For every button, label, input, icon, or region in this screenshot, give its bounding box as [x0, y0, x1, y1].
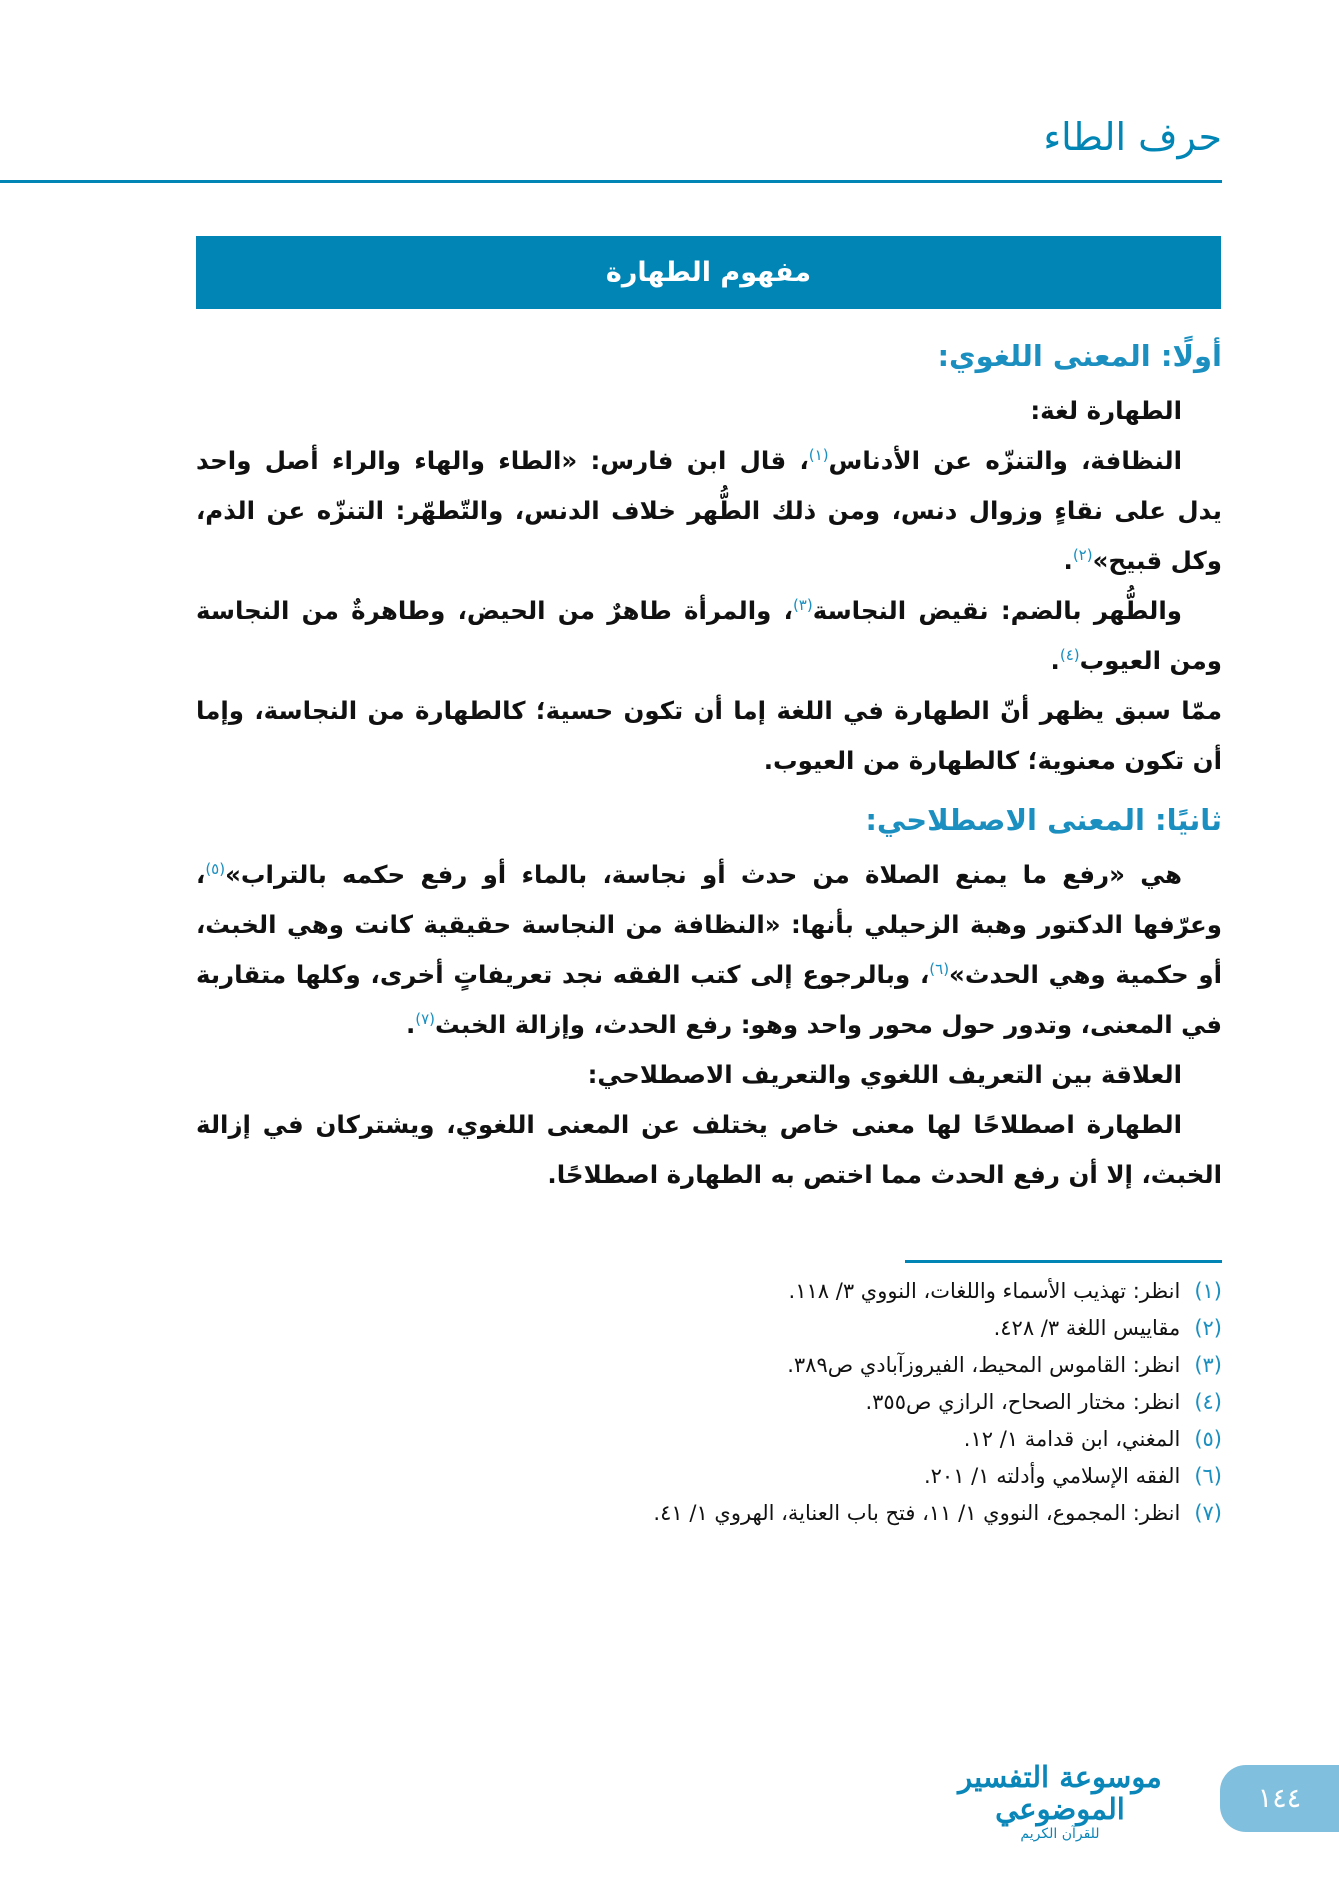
footnote-ref[interactable]: (٧) [415, 1009, 436, 1028]
footnote [196, 1347, 1222, 1384]
text: النظافة، والتنزّه عن الأدناس [828, 446, 1182, 475]
paragraph: الطهارة اصطلاحًا لها معنى خاص يختلف عن المعنى اللغوي، ويشتركان في إزالة الخبث، إلا أن رفع الحدث مما اختص به الطهارة اصطلاحًا. [196, 1110, 1222, 1189]
footnote [196, 1458, 1222, 1495]
text: ، وعرّفها الدكتور وهبة الزحيلي بأنها: «النظافة من النجاسة حقيقية كانت وهي الخبث، أو حكمية وهي الحدث» [196, 860, 1222, 989]
footnote-ref[interactable]: (١) [808, 445, 829, 464]
subheading-relation: العلاقة بين التعريف اللغوي والتعريف الاصطلاحي: [587, 1060, 1182, 1089]
footnote-text: الفقه الإسلامي وأدلته ١/ ٢٠١. [923, 1464, 1181, 1488]
footnote [196, 1310, 1222, 1347]
footnote [196, 1273, 1222, 1310]
encyclopedia-logo [935, 1762, 1185, 1842]
footnote-ref[interactable]: (٣) [792, 595, 813, 614]
footnote [196, 1421, 1222, 1458]
footnote-text: انظر: مختار الصحاح، الرازي ص٣٥٥. [865, 1390, 1181, 1414]
main-content [196, 332, 1222, 1532]
footnote [196, 1384, 1222, 1421]
paragraph: ممّا سبق يظهر أنّ الطهارة في اللغة إما أن تكون حسية؛ كالطهارة من النجاسة، وإما أن تكون معنوية؛ كالطهارة من العيوب. [196, 696, 1222, 775]
footnote-number: (٤) [1194, 1390, 1222, 1414]
footnote-ref[interactable]: (٥) [205, 859, 226, 878]
footnotes [196, 1273, 1222, 1532]
footnotes-block [196, 1260, 1222, 1532]
page-number-tab [1220, 1765, 1339, 1832]
footnote-number: (٦) [1194, 1464, 1222, 1488]
paragraph [196, 436, 1222, 586]
logo-subtitle: للقرآن الكريم [1020, 1825, 1100, 1842]
page-number: ١٤٤ [1257, 1783, 1302, 1814]
paragraph [196, 850, 1222, 1050]
footnote-separator [905, 1260, 1222, 1263]
logo-title: موسوعة التفسير الموضوعي [958, 1760, 1162, 1826]
text: ، قال ابن فارس: «الطاء والهاء والراء أصل واحد يدل على نقاءٍ وزوال دنس، ومن ذلك الطُّهر خلاف الدنس، والتّطهّر: التنزّه عن الذم، وكل قبيح» [196, 446, 1222, 575]
text: هي «رفع ما يمنع الصلاة من حدث أو نجاسة، بالماء أو رفع حكمه بالتراب» [225, 860, 1182, 889]
footnote-text: انظر: القاموس المحيط، الفيروزآبادي ص٣٨٩. [787, 1353, 1181, 1377]
footnote-ref[interactable]: (٦) [929, 959, 950, 978]
subheading-linguistic: الطهارة لغة: [1030, 396, 1182, 425]
footnote-number: (٢) [1194, 1316, 1222, 1340]
footnote-ref[interactable]: (٢) [1072, 545, 1093, 564]
text: ، والمرأة طاهرٌ من الحيض، وطاهرةٌ من النجاسة ومن العيوب [196, 596, 1222, 675]
section1-body [196, 386, 1222, 786]
paragraph [196, 586, 1222, 686]
footnote-number: (١) [1194, 1279, 1222, 1303]
footnote-text: انظر: المجموع، النووي ١/ ١١، فتح باب العناية، الهروي ١/ ٤١. [653, 1501, 1181, 1525]
footnote-text: انظر: تهذيب الأسماء واللغات، النووي ٣/ ١١٨. [788, 1279, 1181, 1303]
footnote-number: (٥) [1194, 1427, 1222, 1451]
footnote-text: المغني، ابن قدامة ١/ ١٢. [963, 1427, 1181, 1451]
text: . [1063, 546, 1073, 575]
footnote-number: (٧) [1194, 1501, 1222, 1525]
footnote-ref[interactable]: (٤) [1059, 645, 1080, 664]
running-head: حرف الطاء [1043, 115, 1222, 159]
footnote [196, 1495, 1222, 1532]
text: ، وبالرجوع إلى كتب الفقه نجد تعريفاتٍ أخرى، وكلها متقاربة في المعنى، وتدور حول محور واحد وهو: رفع الحدث، وإزالة الخبث [196, 960, 1222, 1039]
section1-heading: أولًا: المعنى اللغوي: [937, 339, 1222, 373]
section2-body [196, 850, 1222, 1200]
header-rule [0, 180, 1222, 183]
banner-title: مفهوم الطهارة [605, 257, 812, 288]
footnote-number: (٣) [1194, 1353, 1222, 1377]
section-banner [196, 236, 1221, 309]
text: والطُّهر بالضم: نقيض النجاسة [812, 596, 1182, 625]
text: . [405, 1010, 416, 1039]
text: . [1050, 646, 1060, 675]
section2-heading: ثانيًا: المعنى الاصطلاحي: [865, 803, 1222, 837]
footnote-text: مقاييس اللغة ٣/ ٤٢٨. [993, 1316, 1181, 1340]
